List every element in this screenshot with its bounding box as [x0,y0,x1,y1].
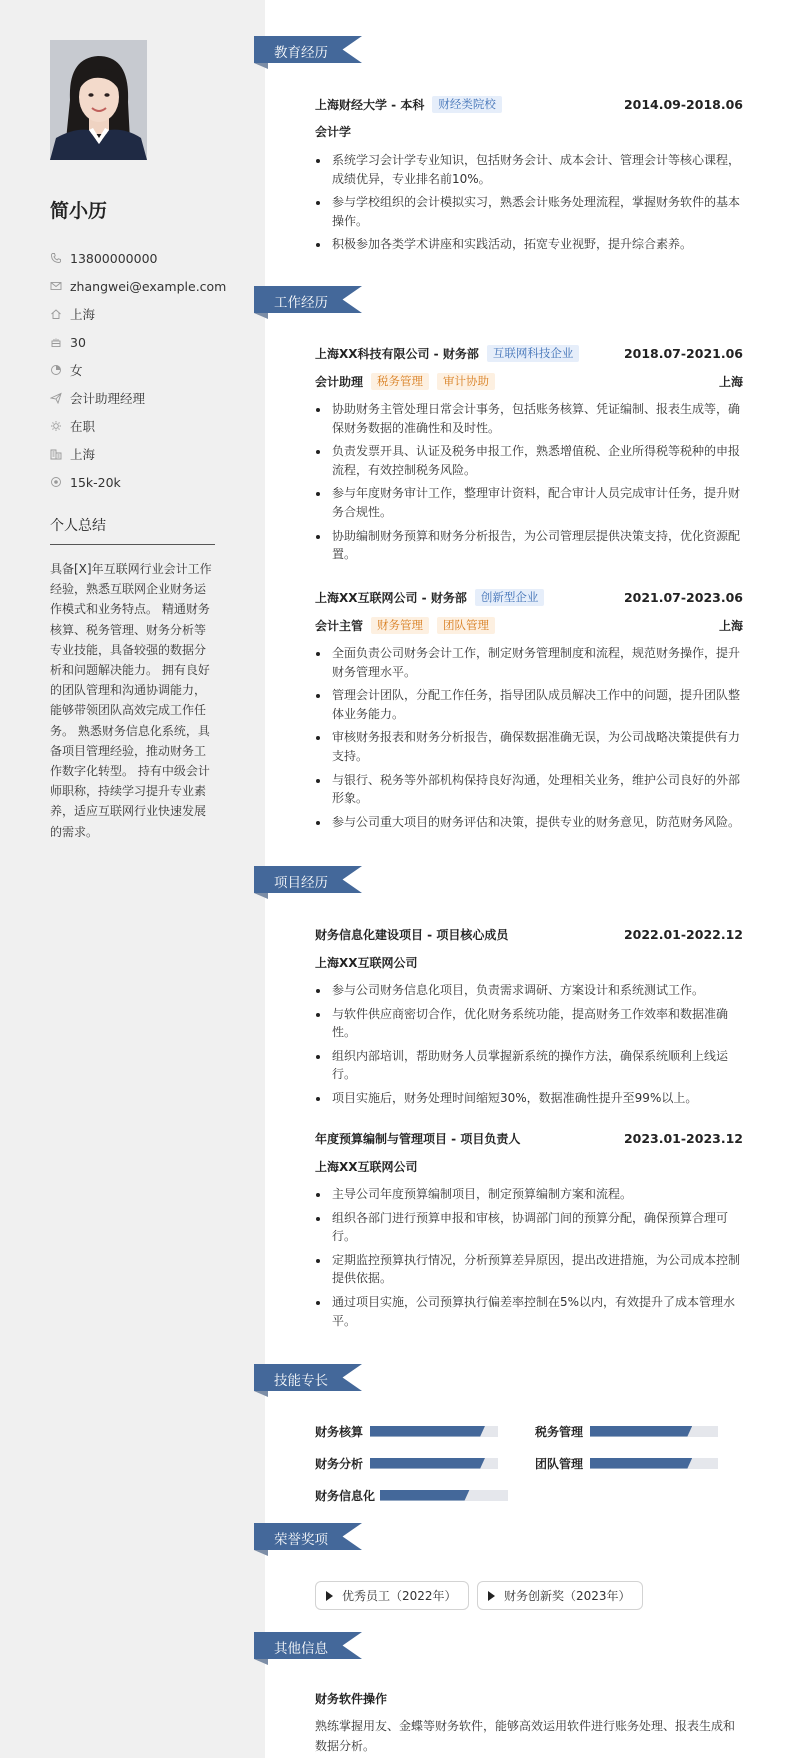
skill-bar-fill [590,1426,692,1437]
section-title: 技能专长 [274,1373,328,1389]
skill-tag: 税务管理 [371,373,429,390]
avatar [50,40,147,160]
home-icon [50,308,62,320]
list-item: 参与年度财务审计工作，整理审计资料，配合审计人员完成审计任务，提升财务合规性。 [315,484,743,521]
skill-item [535,1456,718,1470]
skill-bar-fill [370,1458,485,1469]
job-location: 上海 [718,618,743,633]
phone-text: 13800000000 [70,250,158,266]
email-text: zhangwei@example.com [70,278,227,294]
list-item: 参与公司重大项目的财务评估和决策，提供专业的财务意见，防范财务风险。 [315,813,743,832]
job-header [315,588,743,606]
info-age [50,328,220,356]
job-bullets [315,644,743,836]
home-text: 上海 [70,307,96,322]
list-item: 积极参加各类学术讲座和实践活动，拓宽专业视野，提升综合素养。 [315,235,743,254]
project-date: 2022.01-2022.12 [623,926,743,942]
skill-item [315,1424,498,1438]
other-heading: 财务软件操作 [315,1692,388,1706]
mail-icon [50,280,62,292]
contact-info [50,244,227,496]
list-item: 管理会计团队，分配工作任务，指导团队成员解决工作中的问题，提升团队整体业务能力。 [315,686,743,723]
gender-icon [50,364,62,376]
job-date: 2021.07-2023.06 [623,589,743,605]
skill-item [535,1424,718,1438]
job-role: 会计主管 [315,618,364,633]
skill-item [315,1488,508,1502]
list-item: 定期监控预算执行情况，分析预算差异原因，提出改进措施，为公司成本控制提供依据。 [315,1251,743,1288]
section-title: 项目经历 [274,875,328,891]
school-name: 上海财经大学 - 本科 [315,97,425,112]
salary-text: 15k-20k [70,474,121,490]
company-name: 上海XX科技有限公司 - 财务部 [315,346,479,361]
skill-bar-fill [590,1458,692,1469]
award-chip [315,1581,469,1610]
list-item: 与银行、税务等外部机构保持良好沟通，处理相关业务，维护公司良好的外部形象。 [315,771,743,808]
project-name: 年度预算编制与管理项目 - 项目负责人 [315,1131,521,1146]
list-item: 参与公司财务信息化项目，负责需求调研、方案设计和系统测试工作。 [315,981,743,1000]
info-salary [50,468,220,496]
job-role: 会计助理 [315,374,364,389]
list-item: 与软件供应商密切合作，优化财务系统功能，提高财务工作效率和数据准确性。 [315,1005,743,1042]
education-bullets [315,151,743,259]
project-name: 财务信息化建设项目 - 项目核心成员 [315,927,509,942]
info-status [50,412,220,440]
skill-bar [590,1458,718,1469]
list-item: 协助编制财务预算和财务分析报告，为公司管理层提供决策支持，优化资源配置。 [315,527,743,564]
section-title: 教育经历 [274,45,328,61]
job-bullets [315,400,743,569]
send-icon [50,392,62,404]
city-text: 上海 [70,447,96,462]
job-location: 上海 [718,374,743,389]
skill-bar [380,1490,508,1501]
skill-bar-fill [370,1426,485,1437]
age-text: 30 [70,334,86,350]
skill-bar [590,1426,718,1437]
age-icon [50,336,62,348]
section-title: 工作经历 [274,295,328,311]
list-item: 组织各部门进行预算申报和审核，协调部门间的预算分配，确保预算合理可行。 [315,1209,743,1246]
project-org: 上海XX互联网公司 [315,1159,418,1174]
company-name: 上海XX互联网公司 - 财务部 [315,590,467,605]
status-icon [50,420,62,432]
education-header [315,95,743,113]
salary-icon [50,476,62,488]
skill-tag: 财务管理 [371,617,429,634]
info-gender [50,356,220,384]
list-item: 组织内部培训，帮助财务人员掌握新系统的操作方法，确保系统顺利上线运行。 [315,1047,743,1084]
skill-item [315,1456,498,1470]
play-icon [488,1591,495,1601]
status-text: 在职 [70,419,96,434]
list-item: 通过项目实施，公司预算执行偏差率控制在5%以内，有效提升了成本管理水平。 [315,1293,743,1330]
list-item: 负责发票开具、认证及税务申报工作，熟悉增值税、企业所得税等税种的申报流程，有效控制税务风险。 [315,442,743,479]
skill-name: 财务信息化 [315,1488,376,1503]
company-tag: 创新型企业 [475,589,545,606]
skill-name: 财务核算 [315,1424,364,1439]
list-item: 系统学习会计学专业知识，包括财务会计、成本会计、管理会计等核心课程，成绩优异，专业排名前10%。 [315,151,743,188]
job-role-row [315,372,743,390]
position-text: 会计助理经理 [70,391,146,406]
education-date: 2014.09-2018.06 [623,96,743,112]
skill-bar [370,1426,498,1437]
summary-text: 具备[X]年互联网行业会计工作经验，熟悉互联网企业财务运作模式和业务特点。 精通财务核算、税务管理、财务分析等专业技能，具备较强的数据分析和问题解决能力。 拥有良好的团队管理和沟通协调能力，能够带领团队高效完成工作任务。 熟悉财务信息化系统，具备项目管理经验，推动财务工作数字化转型。 持有中级会计师职称，持续学习提升专业素养，适应互联网行业快速发展的需求。 [50,562,212,839]
city-icon [50,448,62,460]
summary-title: 个人总结 [50,518,106,534]
job-role-row [315,616,743,634]
skill-name: 团队管理 [535,1456,584,1471]
gender-text: 女 [70,363,83,378]
project-org: 上海XX互联网公司 [315,955,418,970]
skill-tag: 团队管理 [437,617,495,634]
skill-bar [370,1458,498,1469]
project-date: 2023.01-2023.12 [623,1130,743,1146]
other-text: 熟练掌握用友、金蝶等财务软件，能够高效运用软件进行账务处理、报表生成和数据分析。 [315,1719,736,1753]
phone-icon [50,252,62,264]
project-bullets [315,981,743,1113]
education-major: 会计学 [315,124,352,139]
play-icon [326,1591,333,1601]
job-header [315,344,743,362]
list-item: 参与学校组织的会计模拟实习，熟悉会计账务处理流程，掌握财务软件的基本操作。 [315,193,743,230]
list-item: 协助财务主管处理日常会计事务，包括账务核算、凭证编制、报表生成等，确保财务数据的准确性和及时性。 [315,400,743,437]
sidebar [0,0,265,1758]
skill-name: 财务分析 [315,1456,364,1471]
list-item: 审核财务报表和财务分析报告，确保数据准确无误，为公司战略决策提供有力支持。 [315,728,743,765]
info-home [50,300,220,328]
project-header [315,1129,743,1147]
skill-name: 税务管理 [535,1424,584,1439]
list-item: 主导公司年度预算编制项目，制定预算编制方案和流程。 [315,1185,743,1204]
company-tag: 互联网科技企业 [487,345,580,362]
info-city [50,440,220,468]
skill-tag: 审计协助 [437,373,495,390]
info-phone [50,244,220,272]
project-bullets [315,1185,743,1335]
award-chip [477,1581,643,1610]
skill-bar-fill [380,1490,470,1501]
section-title: 荣誉奖项 [274,1532,328,1548]
award-label: 财务创新奖（2023年） [504,1589,631,1603]
job-date: 2018.07-2021.06 [623,345,743,361]
list-item: 项目实施后，财务处理时间缩短30%，数据准确性提升至99%以上。 [315,1089,743,1108]
award-label: 优秀员工（2022年） [342,1589,457,1603]
info-position [50,384,220,412]
list-item: 全面负责公司财务会计工作，制定财务管理制度和流程，规范财务操作，提升财务管理水平。 [315,644,743,681]
school-tag: 财经类院校 [432,96,502,113]
info-email [50,272,227,300]
project-header [315,925,743,943]
summary-divider [50,544,215,545]
candidate-name: 简小历 [50,200,108,222]
section-title: 其他信息 [274,1641,328,1657]
